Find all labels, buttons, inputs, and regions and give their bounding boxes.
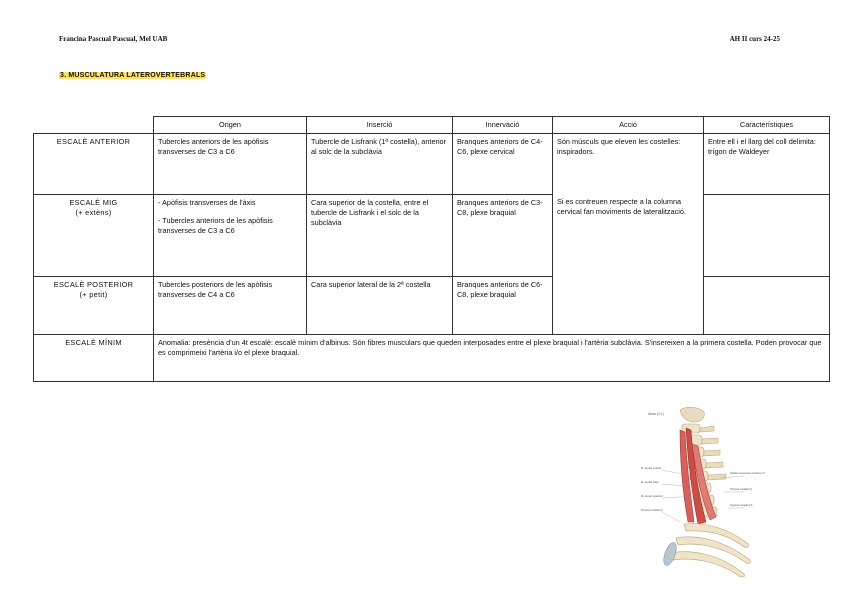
table-row — [34, 277, 830, 335]
figure-label: M. escalè mitjà — [641, 481, 659, 484]
row-name-mig — [34, 195, 154, 277]
col-header-insercio: Inserció — [307, 117, 453, 134]
cell-caracteristiques: Entre ell i el llarg del coll delimita: trígon de Waldeyer — [704, 134, 830, 195]
cell-origen: Tubercles posteriors de les apòfisis transverses de C4 a C6 — [154, 277, 307, 335]
anatomy-figure — [640, 404, 768, 580]
muscle-table — [33, 116, 830, 382]
figure-label: Primera costella (I) — [730, 488, 752, 491]
row-name-label: ESCALÈ MIG — [69, 198, 118, 207]
cell-accio — [553, 134, 704, 335]
section-title: 3. MUSCULATURA LATEROVERTEBRALS — [60, 72, 206, 79]
origen-line: - Apòfisis transverses de l'àxis — [158, 198, 256, 207]
cell-caracteristiques — [704, 195, 830, 277]
cell-innervacio: Branques anteriors de C3-C8, plexe braquial — [453, 195, 553, 277]
col-header-innervacio: Innervació — [453, 117, 553, 134]
table-row — [34, 195, 830, 277]
cell-insercio: Tubercle de Lisfrank (1ª costella), anterior al solc de la subclàvia — [307, 134, 453, 195]
row-name-anterior: ESCALÈ ANTERIOR — [34, 134, 154, 195]
table-row — [34, 134, 830, 195]
figure-label: M. escalè anterior — [641, 467, 662, 470]
row-name-sub: (+ petit) — [79, 289, 108, 299]
cell-insercio: Cara superior lateral de la 2ª costella — [307, 277, 453, 335]
cell-innervacio: Branques anteriors de C6-C8, plexe braquial — [453, 277, 553, 335]
header-author: Francina Pascual Pascual, Mel UAB — [59, 35, 168, 43]
row-name-minim: ESCALÈ MÍNIM — [34, 335, 154, 382]
cell-origen — [154, 195, 307, 277]
row-name-posterior — [34, 277, 154, 335]
figure-caption: Atlas (C1) — [648, 412, 664, 416]
col-header-accio: Acció — [553, 117, 704, 134]
table-header-row — [34, 117, 830, 134]
col-header-caracteristiques: Característiques — [704, 117, 830, 134]
figure-label: Segona costella (II) — [730, 504, 753, 507]
origen-line: - Tubercles anteriors de les apòfisis transverses de C3 a C6 — [158, 215, 273, 235]
accio-text-1: Són músculs que eleven les costelles: inspiradors. — [557, 137, 681, 156]
cell-innervacio: Branques anteriors de C4-C6, plexe cervical — [453, 134, 553, 195]
col-header-origen: Origen — [154, 117, 307, 134]
row-name-label: ESCALÈ POSTERIOR — [53, 280, 134, 289]
row-name-sub: (+ extèns) — [75, 207, 112, 217]
header-course: AH II curs 24-25 — [729, 35, 780, 43]
table-row — [34, 335, 830, 382]
cell-anomalia-note: Anomalia: presència d'un 4t escalè: escalè mínim d'albinus. Són fibres musculars que queden interposades entre el plexe braquial i l'artèria subclàvia. S'insereixen a la primera costella. Poden provocar que es comprimeixi l'artèria i/o el plexe braquial. — [154, 335, 830, 382]
corner-cell — [34, 117, 154, 134]
cell-insercio: Cara superior de la costella, entre el tubercle de Lisfrank i el solc de la subclàvia — [307, 195, 453, 277]
figure-label: Primera costella (I) — [641, 509, 663, 512]
cell-caracteristiques — [704, 277, 830, 335]
neck-anatomy-illustration — [640, 404, 768, 580]
figure-label: M. escalè posterior — [641, 495, 663, 498]
cell-origen: Tubercles anteriors de les apòfisis transverses de C3 a C6 — [154, 134, 307, 195]
figure-label: Apòfisi transversa vertebra C7 — [730, 472, 765, 475]
accio-text-2: Si es contreuen respecte a la columna cervical fan moviments de lateralització. — [557, 196, 686, 216]
